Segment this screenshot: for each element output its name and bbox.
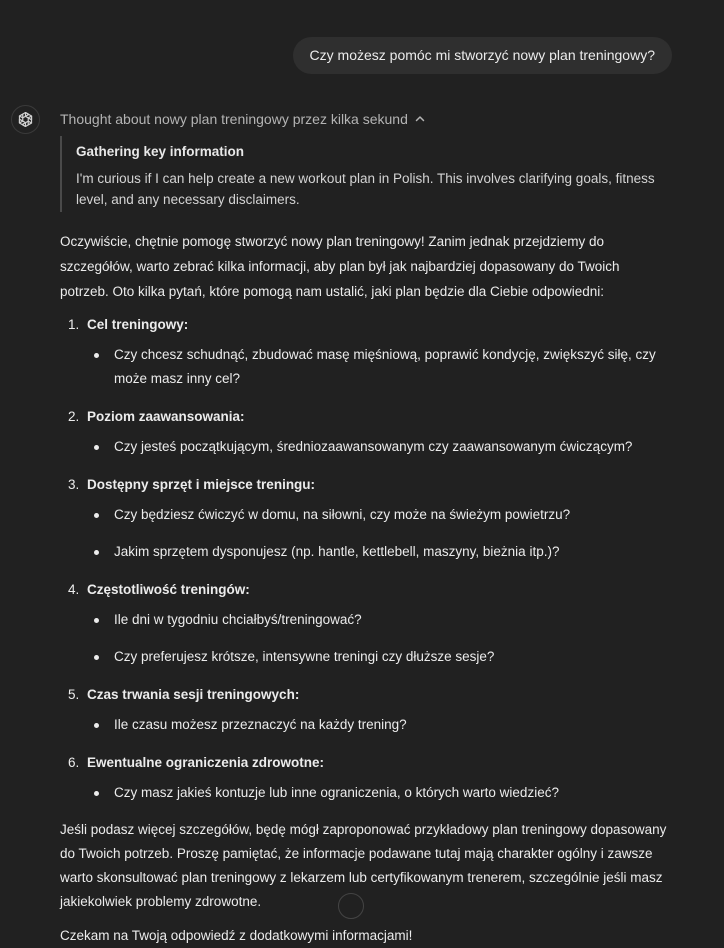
list-item xyxy=(60,312,670,391)
sub-list xyxy=(87,608,670,669)
sub-list-item: Czy jesteś początkującym, średniozaawansowanym czy zaawansowanym ćwiczącym? xyxy=(87,435,670,459)
sub-list-item: Czy masz jakieś kontuzje lub inne ograniczenia, o których warto wiedzieć? xyxy=(87,781,670,805)
response-closing: Czekam na Twoją odpowiedź z dodatkowymi informacjami! xyxy=(60,928,413,943)
thought-title: Gathering key information xyxy=(76,144,245,159)
list-number: 6. xyxy=(68,755,80,770)
list-item xyxy=(60,750,670,805)
openai-logo-icon xyxy=(16,110,35,129)
sub-list-item: Czy będziesz ćwiczyć w domu, na siłowni, czy może na świeżym powietrzu? xyxy=(87,503,670,527)
sub-list xyxy=(87,713,670,737)
list-number: 5. xyxy=(68,687,80,702)
sub-list xyxy=(87,343,670,391)
list-item-title: Dostępny sprzęt i miejsce treningu: xyxy=(87,477,316,492)
sub-list-item: Ile czasu możesz przeznaczyć na każdy trening? xyxy=(87,713,670,737)
sub-list-item: Czy chcesz schudnąć, zbudować masę mięśniową, poprawić kondycję, zwiększyć siłę, czy może masz inny cel? xyxy=(87,343,670,391)
chevron-up-icon xyxy=(414,113,426,125)
user-message-text: Czy możesz pomóc mi stworzyć nowy plan treningowy? xyxy=(309,47,655,63)
list-number: 4. xyxy=(68,582,80,597)
sub-list-item: Ile dni w tygodniu chciałbyś/treningować? xyxy=(87,608,670,632)
list-item xyxy=(60,404,670,459)
thought-block xyxy=(60,136,670,212)
sub-list-item: Czy preferujesz krótsze, intensywne treningi czy dłuższe sesje? xyxy=(87,645,670,669)
questions-list xyxy=(60,312,670,805)
thought-text: I'm curious if I can help create a new workout plan in Polish. This involves clarifying goals, fitness level, and any necessary disclaimers. xyxy=(76,171,655,207)
sub-list xyxy=(87,503,670,564)
list-item-title: Poziom zaawansowania: xyxy=(87,409,245,424)
sub-list xyxy=(87,435,670,459)
list-item-title: Czas trwania sesji treningowych: xyxy=(87,687,300,702)
list-number: 2. xyxy=(68,409,80,424)
list-number: 1. xyxy=(68,317,80,332)
list-item xyxy=(60,472,670,564)
assistant-message xyxy=(60,108,670,948)
response-outro: Jeśli podasz więcej szczegółów, będę mógł zaproponować przykładowy plan treningowy dopasowany do Twoich potrzeb. Proszę pamiętać, że informacje podawane tutaj mają charakter ogólny i zawsze warto skonsultować plan treningowy z lekarzem lub certyfikowanym trenerem, szczególnie jeśli masz jakiekolwiek problemy zdrowotne. xyxy=(60,822,667,909)
sub-list-item: Jakim sprzętem dysponujesz (np. hantle, kettlebell, maszyny, bieżnia itp.)? xyxy=(87,540,670,564)
thought-toggle[interactable] xyxy=(60,108,670,130)
thought-header-text: Thought about nowy plan treningowy przez kilka sekund xyxy=(60,111,408,127)
list-item-title: Częstotliwość treningów: xyxy=(87,582,250,597)
user-message-bubble xyxy=(293,37,672,74)
list-item xyxy=(60,682,670,737)
list-item-title: Ewentualne ograniczenia zdrowotne: xyxy=(87,755,325,770)
list-number: 3. xyxy=(68,477,80,492)
list-item-title: Cel treningowy: xyxy=(87,317,189,332)
sub-list xyxy=(87,781,670,805)
scroll-down-button[interactable] xyxy=(338,893,364,919)
assistant-avatar xyxy=(11,105,40,134)
response-intro: Oczywiście, chętnie pomogę stworzyć nowy plan treningowy! Zanim jednak przejdziemy do szczegółów, warto zebrać kilka informacji, aby plan był jak najbardziej dopasowany do Twoich potrzeb. Oto kilka pytań, które pomogą nam ustalić, jaki plan będzie dla Ciebie odpowiedni: xyxy=(60,234,620,299)
list-item xyxy=(60,577,670,669)
